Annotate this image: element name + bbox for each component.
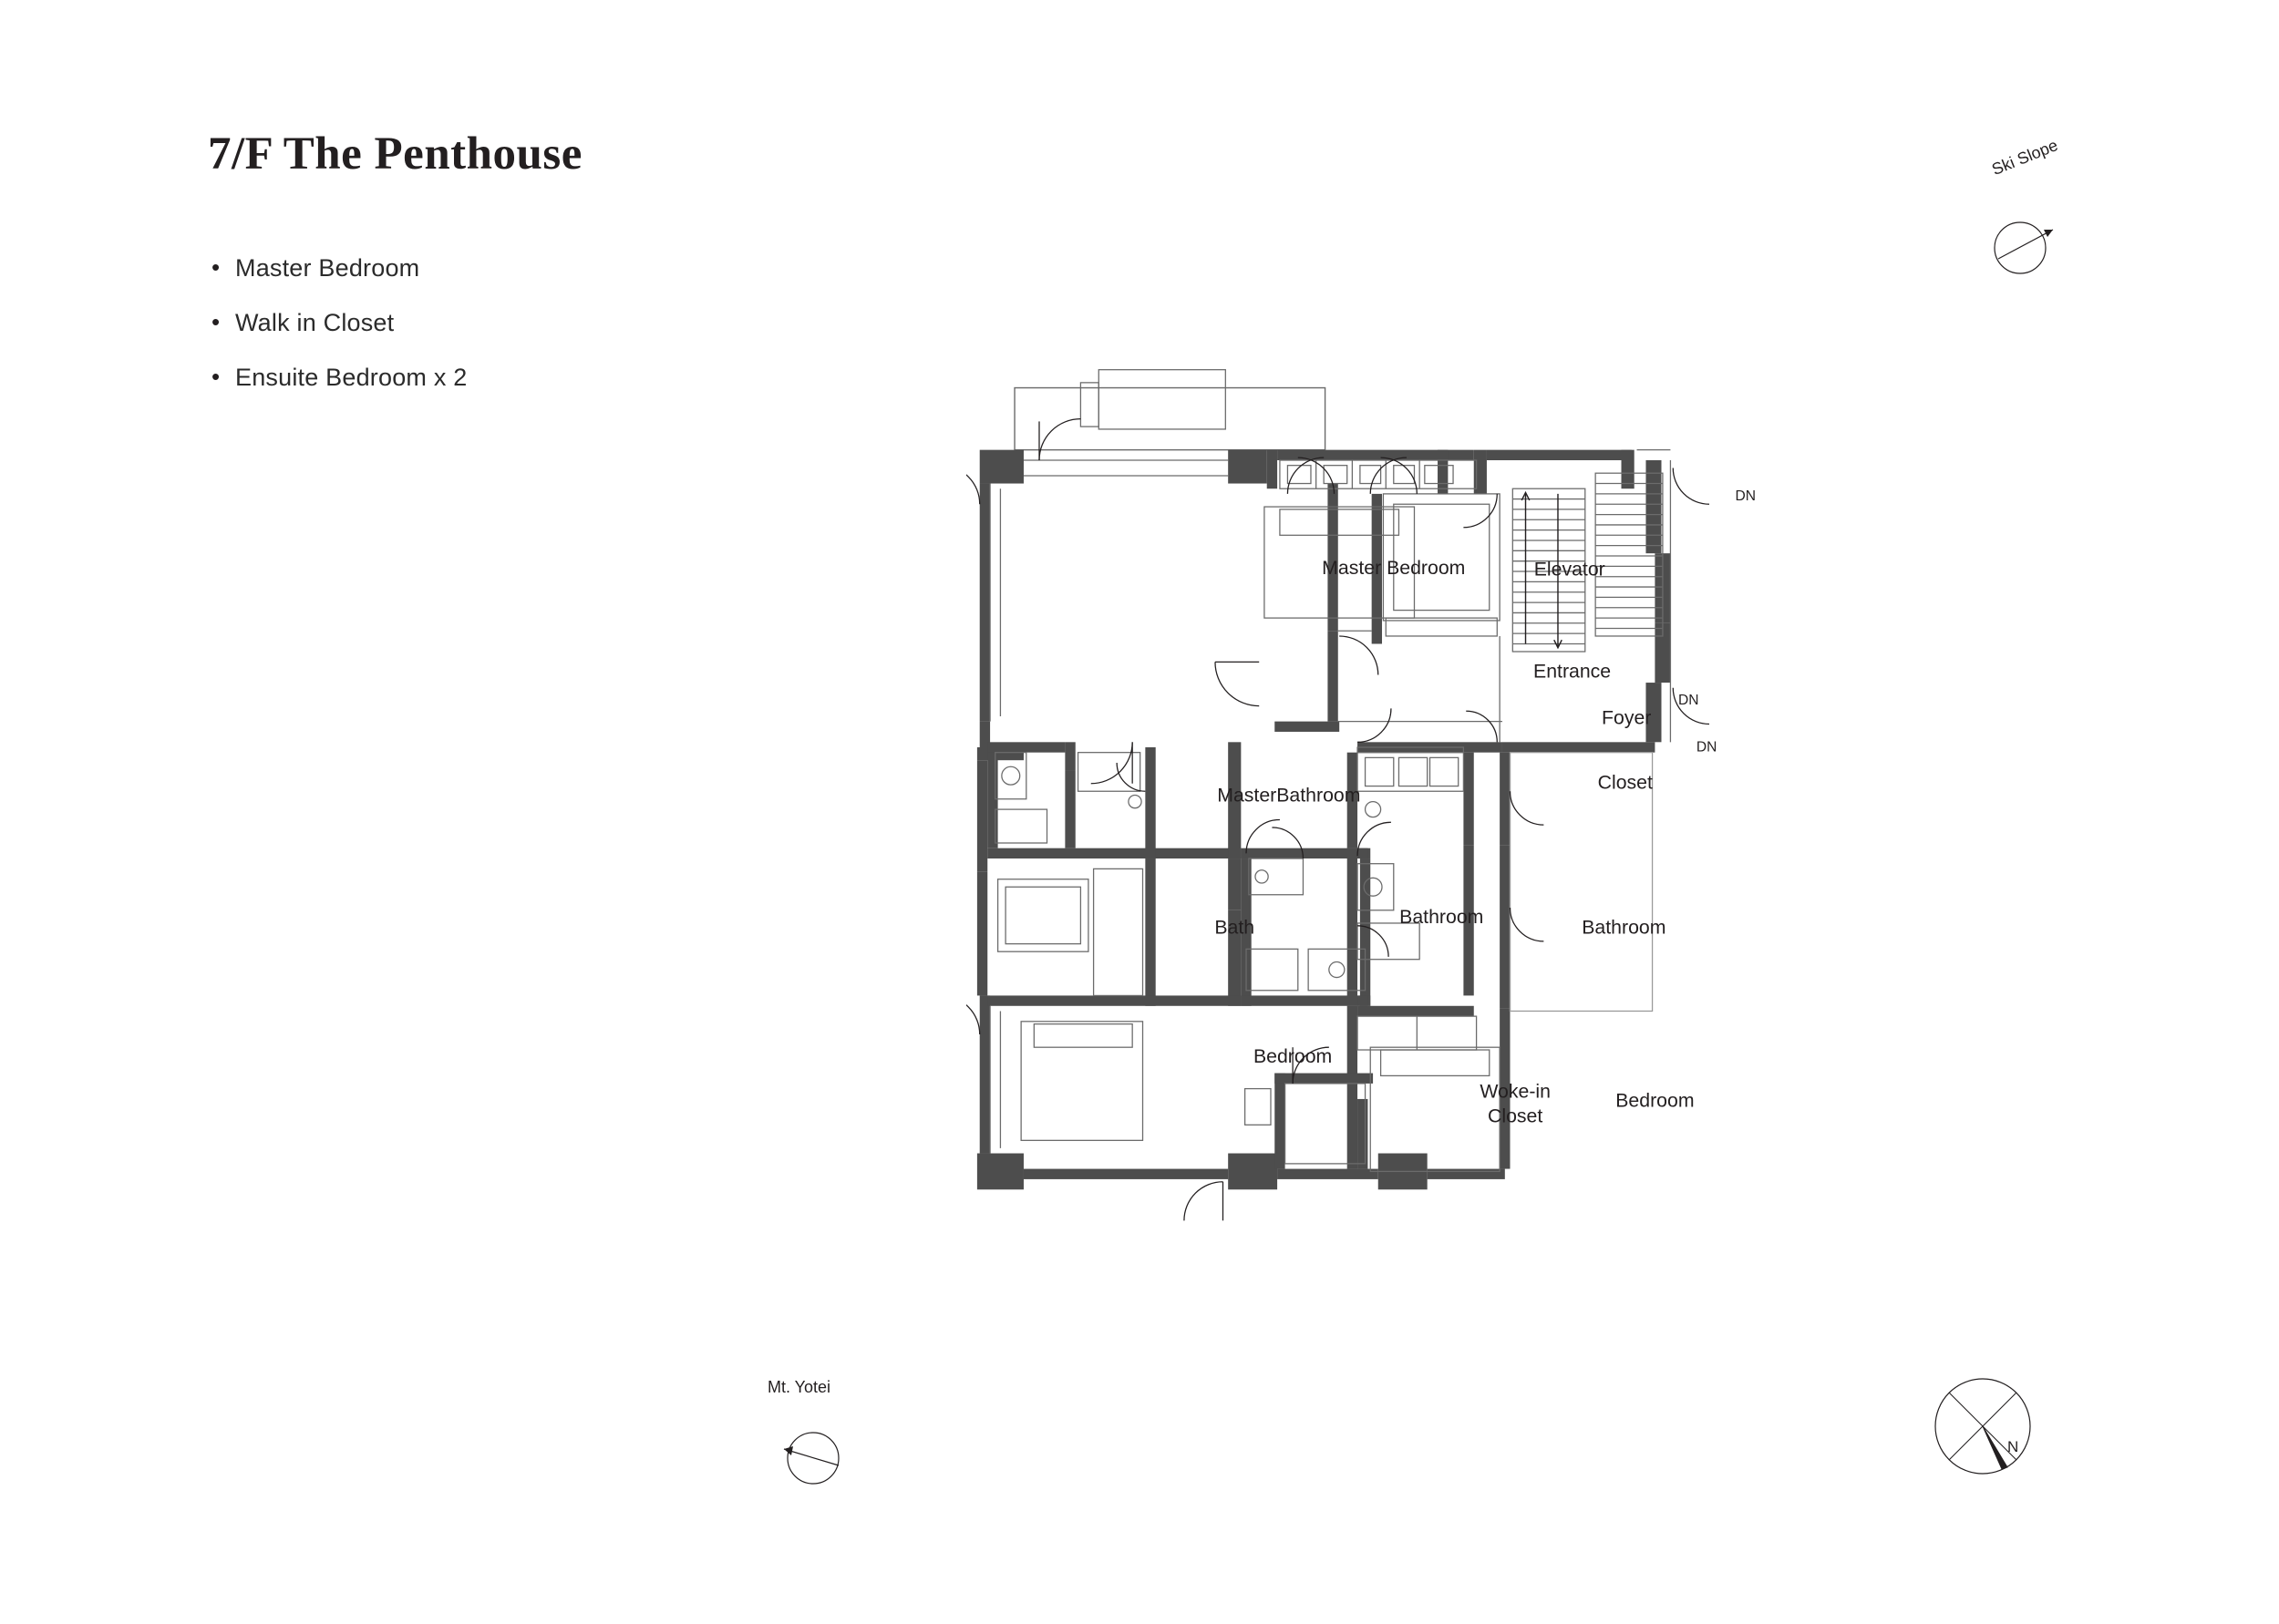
list-item-label: Master Bedroom [235, 254, 420, 282]
room-label-bedroom-right: Bedroom [1615, 1089, 1695, 1112]
room-label-master-bathroom: MasterBathroom [1217, 784, 1361, 807]
feature-list [211, 253, 777, 417]
room-label-bath: Bath [1214, 916, 1255, 939]
ski-slope-label: Ski Slope [1989, 136, 2061, 180]
room-label-bedroom-left: Bedroom [1253, 1045, 1333, 1068]
ski-slope-compass-icon [1987, 208, 2060, 281]
room-label-foyer: Foyer [1602, 706, 1652, 729]
mt-yotei-compass-icon [773, 1422, 846, 1495]
annotation-dn-lower: DN [1696, 739, 1717, 755]
list-item [211, 363, 777, 394]
room-label-elevator: Elevator [1533, 558, 1605, 581]
north-compass [1923, 1367, 2042, 1490]
mt-yotei-marker [768, 1378, 846, 1499]
bullet-icon: • [211, 308, 221, 335]
list-item-label: Walk in Closet [235, 309, 395, 336]
floor-plan [966, 365, 1878, 1321]
north-label: N [2007, 1438, 2019, 1455]
room-label-closet: Closet [1597, 771, 1653, 794]
room-label-bathroom-right: Bathroom [1582, 916, 1666, 939]
compass-rose-icon [1923, 1367, 2042, 1485]
list-item [211, 308, 777, 339]
room-label-master-bedroom: Master Bedroom [1322, 556, 1466, 579]
list-item [211, 253, 777, 284]
bullet-icon: • [211, 253, 221, 281]
annotation-dn-upper: DN [1735, 488, 1756, 504]
room-label-entrance: Entrance [1533, 660, 1612, 683]
page-title: 7/F The Penthouse [208, 128, 583, 180]
mt-yotei-label: Mt. Yotei [768, 1378, 831, 1396]
room-label-bathroom-middle: Bathroom [1399, 905, 1484, 928]
room-label-walk-in-closet-line1: Woke-in [1480, 1080, 1551, 1103]
bullet-icon: • [211, 363, 221, 390]
room-label-walk-in-closet-line2: Closet [1488, 1105, 1543, 1127]
list-item-label: Ensuite Bedroom x 2 [235, 364, 468, 391]
annotation-dn-middle: DN [1678, 693, 1699, 709]
ski-slope-marker [1987, 136, 2061, 285]
